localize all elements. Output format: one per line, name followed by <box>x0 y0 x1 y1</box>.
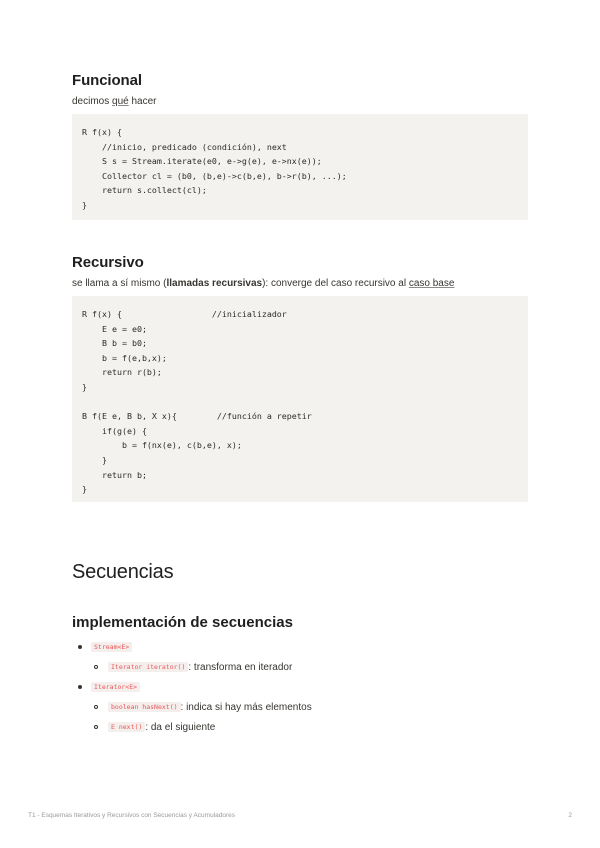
desc-underlined: caso base <box>408 278 455 289</box>
inline-code: Iterator iterator() <box>108 662 188 672</box>
funcional-description <box>72 96 157 107</box>
sub-bullet-icon <box>94 725 98 729</box>
desc-bold: llamadas recursivas <box>166 278 263 289</box>
inline-code: Iterator<E> <box>91 682 140 692</box>
list-item <box>78 637 528 657</box>
desc-text: se llama a sí mismo ( <box>72 278 167 289</box>
list-item-text: : transforma en iterador <box>188 662 293 673</box>
desc-text: ): converge del caso recursivo al <box>262 278 409 289</box>
sub-bullet-icon <box>94 665 98 669</box>
inline-code: Stream<E> <box>91 642 132 652</box>
list-item-text: : indica si hay más elementos <box>180 702 312 713</box>
list-item <box>78 657 528 677</box>
recursivo-description <box>72 278 454 289</box>
list-item <box>78 697 528 717</box>
inline-code: boolean hasNext() <box>108 702 181 712</box>
section-heading-recursivo: Recursivo <box>72 254 144 271</box>
sequence-list <box>78 637 528 737</box>
section-heading-secuencias: Secuencias <box>72 561 174 583</box>
list-item <box>78 717 528 737</box>
code-text: R f(x) { //inicializador E e = e0; B b = b0; b = f(e,b,x); return r(b); } B f(E e, B b, X x){ //función a repetir if(g(e) { b = f(nx(e), c(b,e), x); } return b; } <box>82 309 312 495</box>
page-number: 2 <box>568 812 572 819</box>
footer-title: T1 - Esquemas Iterativos y Recursivos con Secuencias y Acumuladores <box>28 812 236 819</box>
desc-text: hacer <box>128 96 157 107</box>
bullet-icon <box>78 645 82 649</box>
subsection-heading: implementación de secuencias <box>72 614 293 631</box>
bullet-icon <box>78 685 82 689</box>
code-block-funcional <box>72 114 528 220</box>
section-heading-funcional: Funcional <box>72 72 142 89</box>
desc-text: decimos <box>72 96 113 107</box>
inline-code: E next() <box>108 722 145 732</box>
code-text: R f(x) { //inicio, predicado (condición), next S s = Stream.iterate(e0, e->g(e), e->nx(e)); Collector cl = (b0, (b,e)->c(b,e), b->r(b), ...); return s.collect(cl); } <box>82 127 347 210</box>
sub-bullet-icon <box>94 705 98 709</box>
list-item-text: : da el siguiente <box>145 722 216 733</box>
desc-underlined: qué <box>112 96 129 107</box>
list-item <box>78 677 528 697</box>
code-block-recursivo <box>72 296 528 502</box>
